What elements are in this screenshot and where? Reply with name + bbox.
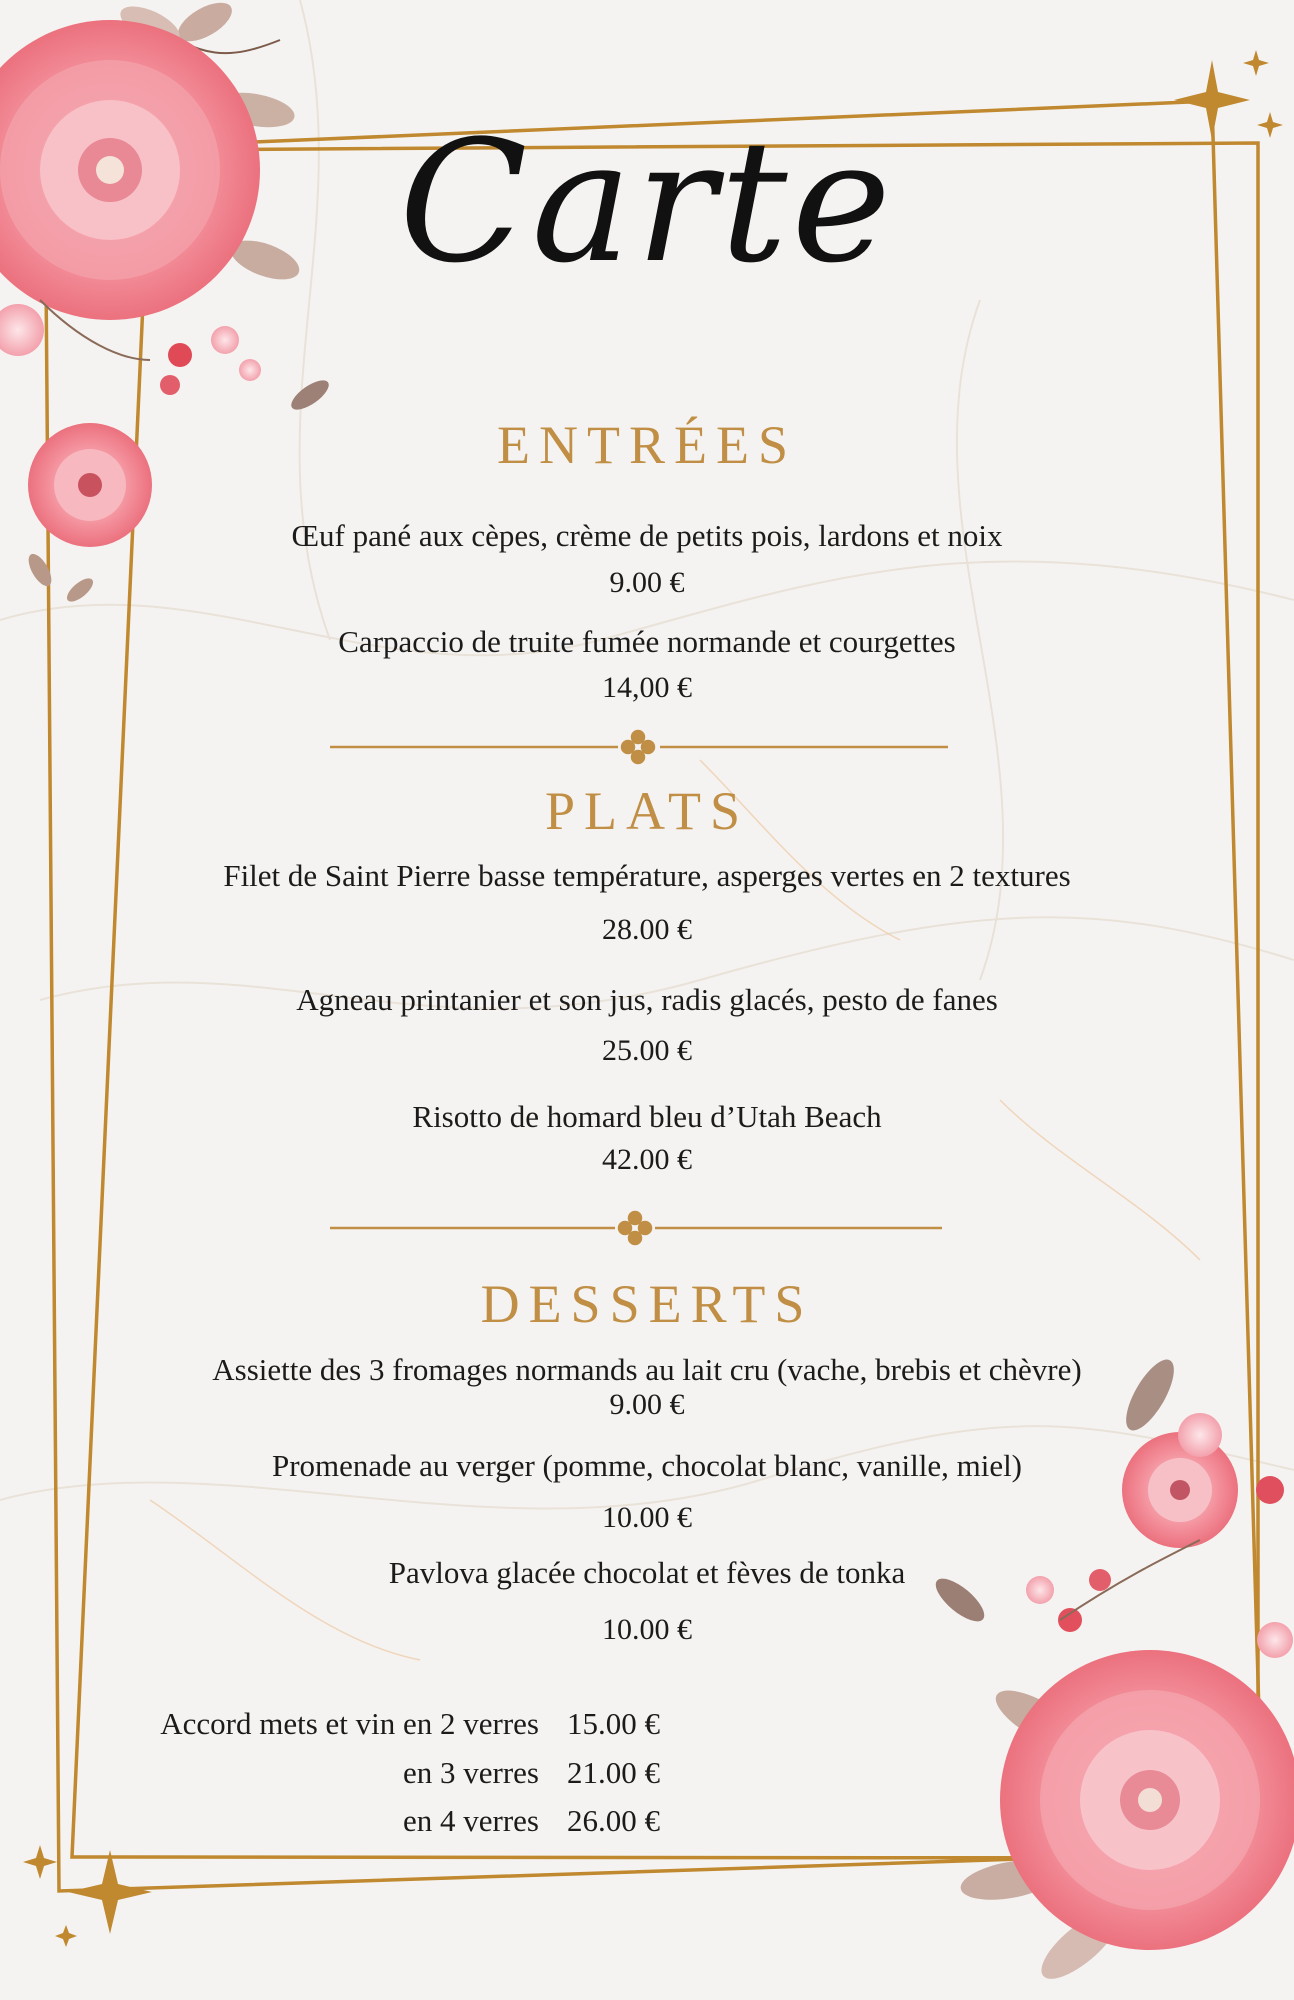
section-heading-entrees: ENTRÉES [497,415,797,475]
menu-item-price: 14,00 € [602,671,692,704]
wine-pairing-label: Accord mets et vin en 2 verres [160,1706,539,1741]
menu-item-price: 28.00 € [602,913,692,946]
menu-item-price: 9.00 € [609,566,685,599]
menu-item-name: Promenade au verger (pomme, chocolat blanc, vanille, miel) [271,1448,1023,1483]
wine-pairing-price: 26.00 € [567,1803,660,1838]
section-heading-plats: PLATS [544,781,750,841]
menu-item-price: 9.00 € [609,1388,685,1421]
menu-item-price: 42.00 € [602,1143,692,1176]
wine-pairing-price: 21.00 € [567,1755,660,1790]
menu-item-name: Œuf pané aux cèpes, crème de petits pois, lardons et noix [291,518,1003,553]
menu-item-name: Pavlova glacée chocolat et fèves de tonka [388,1555,906,1590]
wine-pairing-price: 15.00 € [567,1706,660,1741]
menu-item-price: 10.00 € [602,1501,692,1534]
section-heading-desserts: DESSERTS [480,1274,814,1334]
wine-pairing-label: en 4 verres [403,1803,539,1838]
menu-item-name: Assiette des 3 fromages normands au lait cru (vache, brebis et chèvre) [212,1352,1082,1387]
menu-item-price: 10.00 € [602,1613,692,1646]
menu-title: Carte [399,104,895,300]
menu-item-name: Carpaccio de truite fumée normande et courgettes [338,624,956,659]
menu-item-price: 25.00 € [602,1034,692,1067]
wine-pairing-label: en 3 verres [403,1755,539,1790]
menu-item-name: Risotto de homard bleu d’Utah Beach [412,1099,882,1134]
menu-item-name: Agneau printanier et son jus, radis glacés, pesto de fanes [296,982,998,1017]
menu-item-name: Filet de Saint Pierre basse température, asperges vertes en 2 textures [223,858,1071,893]
